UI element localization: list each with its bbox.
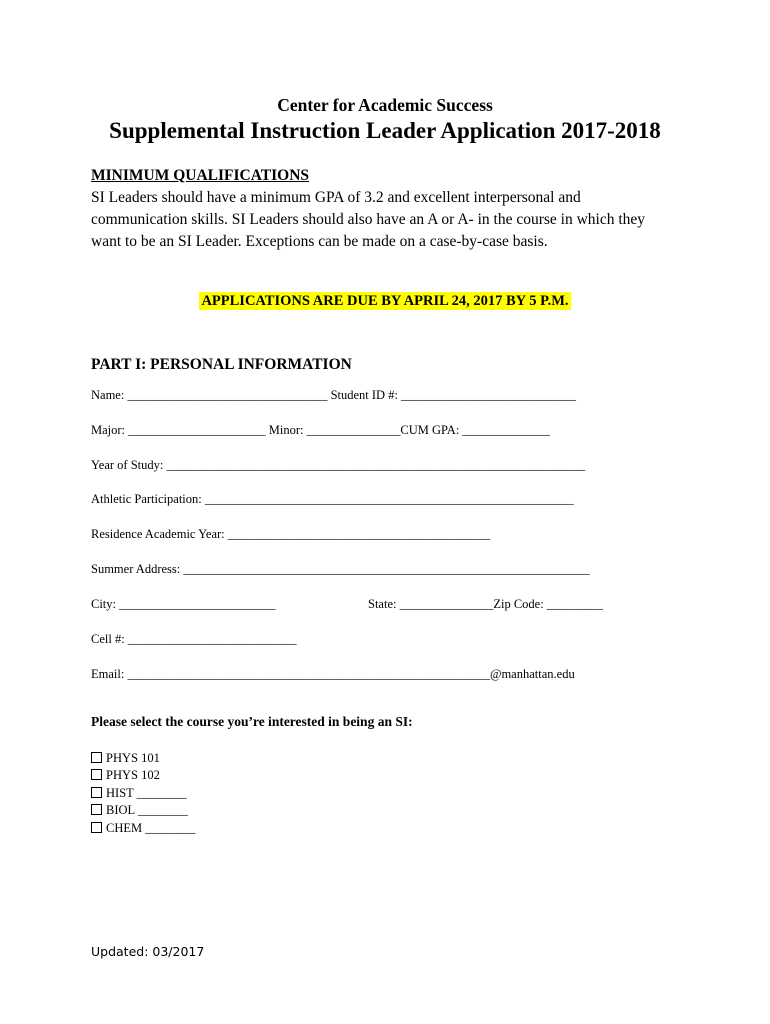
checkbox-icon[interactable] <box>91 822 102 833</box>
email-field[interactable]: Email: __________________________________________________________@manhattan.edu <box>91 667 575 681</box>
course-option-biol[interactable] <box>91 803 188 818</box>
course-label: BIOL ________ <box>106 803 188 817</box>
due-notice-line <box>0 292 770 310</box>
residence-academic-year-field[interactable]: Residence Academic Year: __________________________________________ <box>91 527 491 541</box>
course-label: PHYS 102 <box>106 768 160 782</box>
name-student-id-field[interactable]: Name: ________________________________ Student ID #: ____________________________ <box>91 388 577 402</box>
course-option-phys101[interactable] <box>91 751 160 766</box>
course-label: CHEM ________ <box>106 821 196 835</box>
course-label: PHYS 101 <box>106 751 160 765</box>
major-minor-gpa-field[interactable]: Major: ______________________ Minor: _______________CUM GPA: ______________ <box>91 423 550 437</box>
checkbox-icon[interactable] <box>91 769 102 780</box>
updated-date: Updated: 03/2017 <box>91 944 205 959</box>
checkbox-icon[interactable] <box>91 752 102 763</box>
city-field[interactable]: City: _________________________ <box>91 597 276 611</box>
due-notice: APPLICATIONS ARE DUE BY APRIL 24, 2017 BY 5 P.M. <box>201 293 569 309</box>
org-name: Center for Academic Success <box>277 95 493 115</box>
course-option-phys102[interactable] <box>91 768 160 783</box>
course-label: HIST ________ <box>106 786 187 800</box>
form-title: Supplemental Instruction Leader Application 2017-2018 <box>109 118 661 143</box>
year-of-study-field[interactable]: Year of Study: ___________________________________________________________________ <box>91 458 586 472</box>
part1-heading: PART I: PERSONAL INFORMATION <box>91 356 352 373</box>
checkbox-icon[interactable] <box>91 787 102 798</box>
course-option-chem[interactable] <box>91 821 195 836</box>
course-selection-heading: Please select the course you’re interested in being an SI: <box>91 714 413 729</box>
checkbox-icon[interactable] <box>91 804 102 815</box>
course-option-hist[interactable] <box>91 786 187 801</box>
athletic-participation-field[interactable]: Athletic Participation: ___________________________________________________________ <box>91 492 574 506</box>
qualifications-heading: MINIMUM QUALIFICATIONS <box>91 167 310 184</box>
state-zip-field[interactable]: State: _______________Zip Code: _________ <box>368 597 604 611</box>
qualifications-text: SI Leaders should have a minimum GPA of 3.2 and excellent interpersonal and communication skills. SI Leaders should also have an A or A- in the course in which they want to be an SI Leader. Exceptions can be made on a case-by-case basis. <box>91 189 646 250</box>
cell-field[interactable]: Cell #: ___________________________ <box>91 632 297 646</box>
summer-address-field[interactable]: Summer Address: _________________________________________________________________ <box>91 562 590 576</box>
